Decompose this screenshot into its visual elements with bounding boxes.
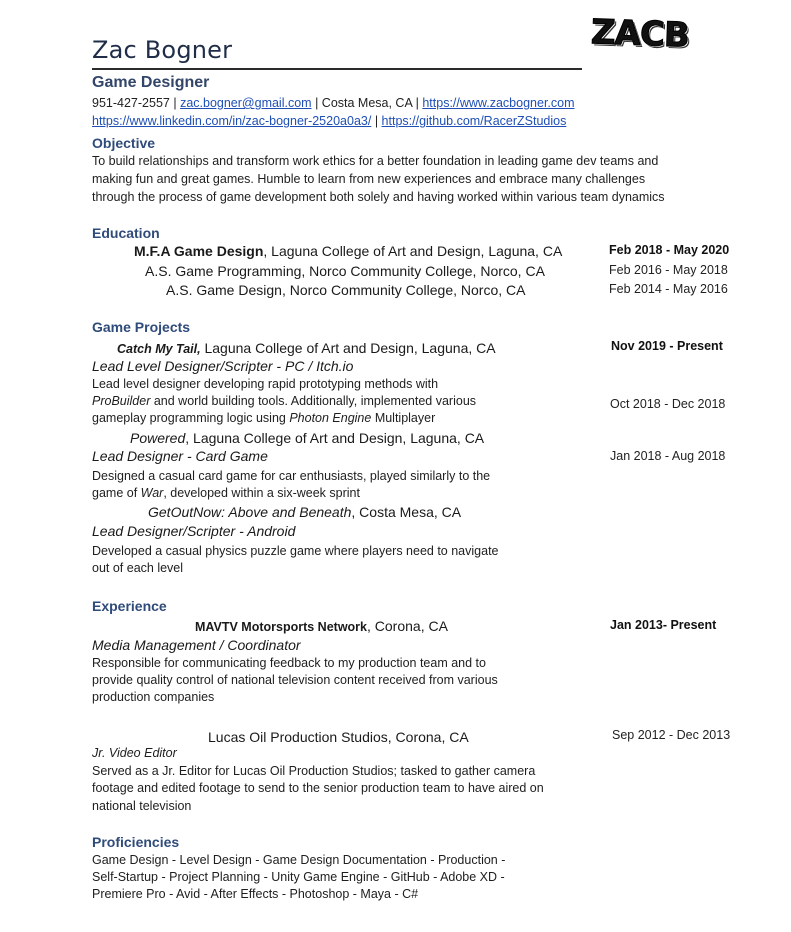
experience-2-dates: Sep 2012 - Dec 2013	[612, 728, 731, 742]
project-1-desc-2	[92, 393, 476, 410]
experience-2-desc-3: national television	[92, 799, 192, 813]
project-3-role: Lead Designer/Scripter - Android	[92, 523, 296, 539]
resume-name: Zac Bogner	[92, 36, 233, 64]
project-where: , Laguna College of Art and Design, Laguna, CA	[185, 430, 485, 446]
proficiencies-line-1: Game Design - Level Design - Game Design Documentation - Production -	[92, 853, 506, 867]
education-dates-1: Feb 2018 - May 2020	[609, 243, 730, 257]
experience-1-title: Media Management / Coordinator	[92, 637, 301, 653]
project-2-header	[130, 430, 484, 446]
project-2-desc-2	[92, 485, 360, 502]
project-2-role: Lead Designer - Card Game	[92, 448, 268, 464]
education-item-1	[134, 243, 562, 259]
separator: |	[173, 96, 177, 110]
projects-heading: Game Projects	[92, 319, 191, 335]
project-2-dates: Jan 2018 - Aug 2018	[610, 449, 726, 463]
experience-1-desc-1: Responsible for communicating feedback to my production team and to	[92, 656, 486, 670]
contact-line-1	[92, 96, 575, 110]
logo: ZACB	[590, 12, 690, 56]
desc-text: gameplay programming logic using	[92, 411, 290, 425]
separator: |	[374, 114, 379, 128]
proficiencies-heading: Proficiencies	[92, 834, 180, 850]
school: , Laguna College of Art and Design, Laguna, CA	[263, 243, 563, 259]
education-item-2: A.S. Game Programming, Norco Community College, Norco, CA	[145, 263, 545, 279]
website-link[interactable]: https://www.zacbogner.com	[422, 96, 575, 110]
game-name: War	[140, 486, 164, 500]
project-name: Catch My Tail,	[117, 342, 201, 356]
experience-heading: Experience	[92, 598, 167, 614]
project-1-desc-1: Lead level designer developing rapid prototyping methods with	[92, 377, 439, 391]
header-divider	[92, 68, 582, 70]
tool-name: ProBuilder	[92, 394, 151, 408]
contact-line-2	[92, 114, 566, 128]
project-3-desc-2: out of each level	[92, 561, 184, 575]
experience-1-header	[195, 618, 448, 634]
project-name: Powered	[130, 430, 186, 446]
education-heading: Education	[92, 225, 160, 241]
phone: 951-427-2557	[92, 96, 170, 110]
education-dates-2: Feb 2016 - May 2018	[609, 263, 728, 277]
location: Costa Mesa, CA	[321, 96, 413, 110]
github-link[interactable]: https://github.com/RacerZStudios	[381, 114, 567, 128]
degree: M.F.A Game Design	[134, 243, 264, 259]
project-3-header	[148, 504, 461, 520]
experience-2-title: Jr. Video Editor	[92, 746, 177, 760]
tool-name: Photon Engine	[289, 411, 372, 425]
separator: |	[415, 96, 419, 110]
project-1-dates: Nov 2019 - Present	[611, 339, 723, 353]
proficiencies-line-3: Premiere Pro - Avid - After Effects - Photoshop - Maya - C#	[92, 887, 419, 901]
objective-heading: Objective	[92, 135, 156, 151]
experience-2-desc-2: footage and edited footage to send to the senior production team to have aired on	[92, 781, 544, 795]
desc-text: and world building tools. Additionally, implemented various	[150, 394, 477, 408]
proficiencies-line-2: Self-Startup - Project Planning - Unity Game Engine - GitHub - Adobe XD -	[92, 870, 505, 884]
project-1-dates-2: Oct 2018 - Dec 2018	[610, 397, 726, 411]
company-where: , Corona, CA	[367, 618, 448, 634]
resume-role: Game Designer	[92, 74, 210, 91]
project-3-desc-1: Developed a casual physics puzzle game where players need to navigate	[92, 544, 499, 558]
experience-2-desc-1: Served as a Jr. Editor for Lucas Oil Production Studios; tasked to gather camera	[92, 764, 536, 778]
desc-text: , developed within a six-week sprint	[163, 486, 360, 500]
desc-text: Multiplayer	[371, 411, 436, 425]
experience-2-header: Lucas Oil Production Studios, Corona, CA	[208, 729, 469, 745]
project-2-desc-1: Designed a casual card game for car enthusiasts, played similarly to the	[92, 469, 491, 483]
experience-1-desc-2: provide quality control of national television content received from various	[92, 673, 498, 687]
experience-1-dates: Jan 2013- Present	[610, 618, 717, 632]
objective-line-2: making fun and great games. Humble to learn from new experiences and embrace many challenges	[92, 172, 646, 186]
project-1-role: Lead Level Designer/Scripter - PC / Itch.io	[92, 358, 354, 374]
separator: |	[315, 96, 319, 110]
project-name: GetOutNow: Above and Beneath	[148, 504, 352, 520]
objective-line-1: To build relationships and transform work ethics for a better foundation in leading game dev teams and	[92, 154, 659, 168]
education-item-3: A.S. Game Design, Norco Community College, Norco, CA	[166, 282, 526, 298]
company-name: MAVTV Motorsports Network	[195, 620, 367, 634]
experience-1-desc-3: production companies	[92, 690, 215, 704]
project-1-desc-3	[92, 410, 435, 427]
email-link[interactable]: zac.bogner@gmail.com	[180, 96, 312, 110]
desc-text: game of	[92, 486, 141, 500]
project-1-header	[117, 340, 496, 356]
education-dates-3: Feb 2014 - May 2016	[609, 282, 728, 296]
objective-line-3: through the process of game development both solely and having worked within various team dynamics	[92, 190, 665, 204]
project-where: Laguna College of Art and Design, Laguna, CA	[200, 340, 496, 356]
linkedin-link[interactable]: https://www.linkedin.com/in/zac-bogner-2520a0a3/	[92, 114, 372, 128]
project-where: , Costa Mesa, CA	[351, 504, 462, 520]
